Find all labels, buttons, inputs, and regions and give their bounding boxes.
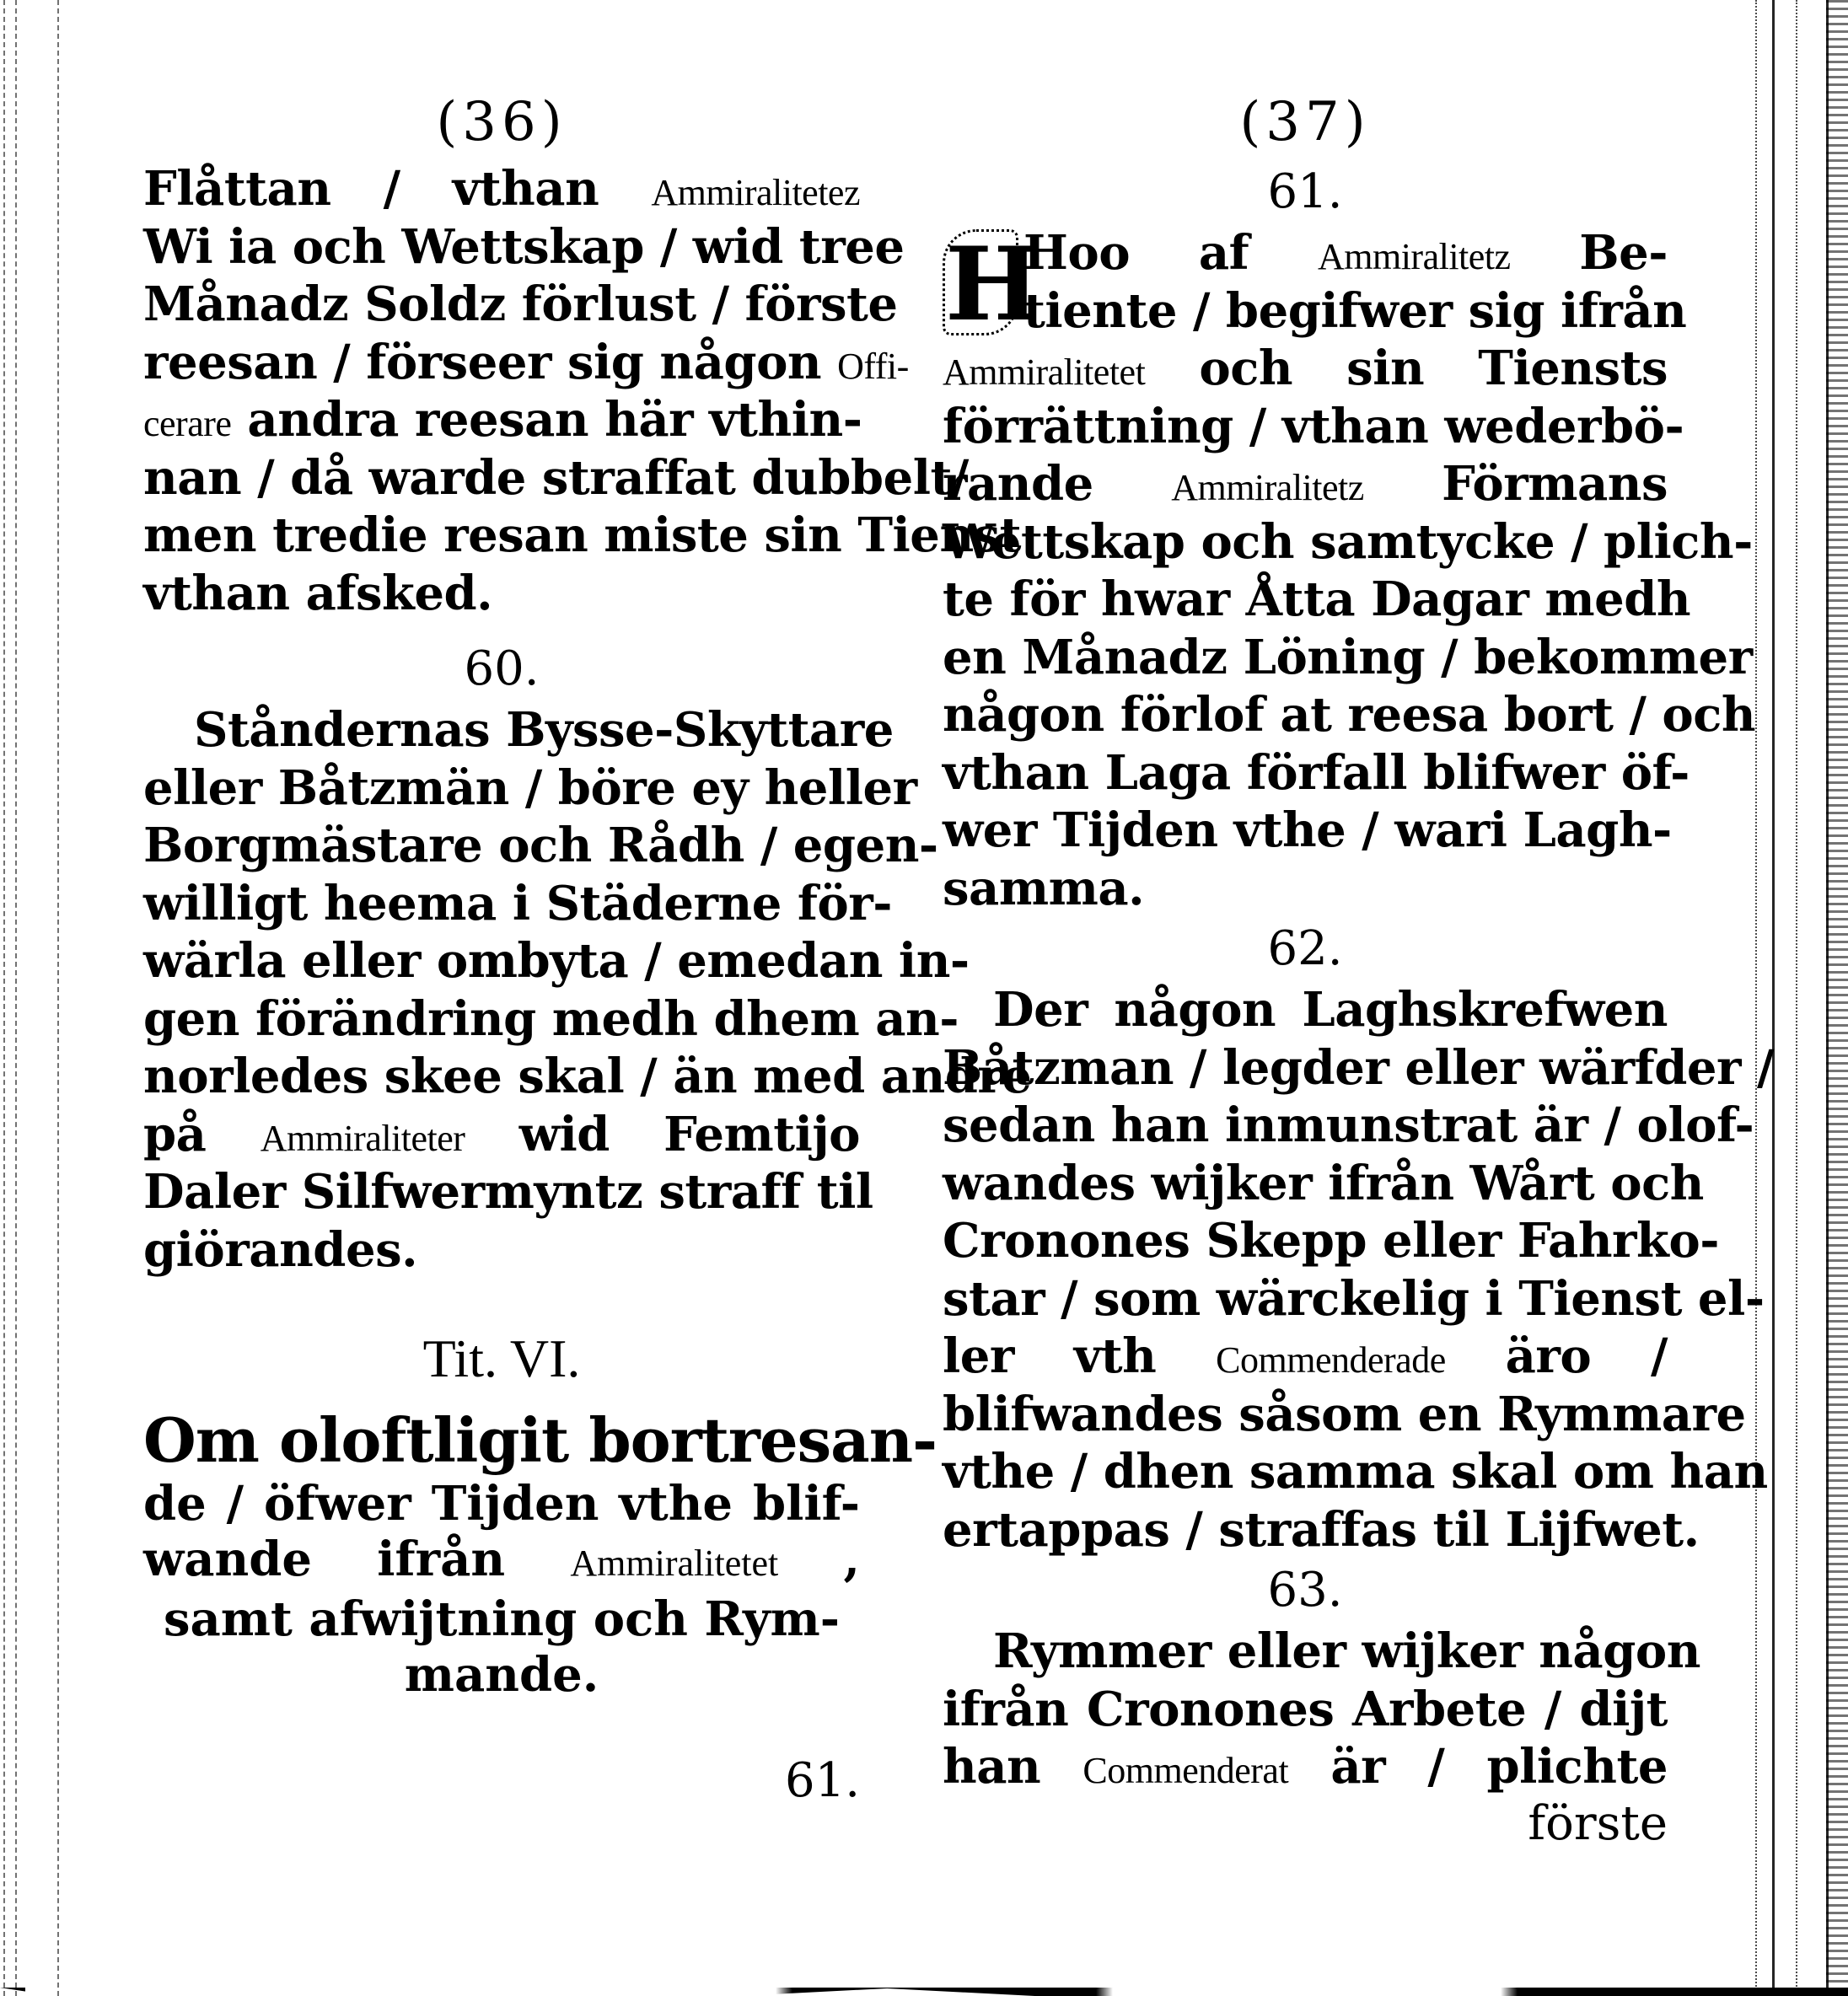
text-line: Ståndernas Bysse-Skyttare [194, 702, 894, 758]
text-line: giörandes. [143, 1221, 418, 1278]
page-edge-line [1755, 0, 1757, 1996]
section-61-paragraph [943, 224, 1756, 917]
text-line: norledes skee skal / än med andre [143, 1049, 1032, 1104]
text-line: wandes wijker ifrån Wårt och [943, 1155, 1704, 1211]
page-edge-hatching [1826, 0, 1848, 1996]
rubric-main-line: Om oloftligit bortresan- [143, 1404, 937, 1476]
rubric-line: de / öfwer Tijden vthe blif- [143, 1476, 860, 1532]
text-line: tiente / begifwer sig ifrån [1023, 282, 1687, 339]
text-line: Ammiralitetet och sin Tiensts [943, 341, 1668, 396]
rubric-line: samt afwijtning och Rym- [163, 1591, 841, 1647]
catchword: förste [1528, 1795, 1668, 1851]
text-line: någon förlof at reesa bort / och [943, 687, 1756, 743]
text-line: Båtzman / legder eller wärfder / [943, 1039, 1774, 1096]
text-line: reesan / förseer sig någon Offi- [143, 334, 909, 390]
left-page [143, 84, 1032, 1808]
section-number: 60. [464, 641, 540, 696]
text-line: Daler Silfwermyntz straff til [143, 1164, 873, 1220]
text-line: förrättning / vthan wederbö- [943, 398, 1684, 454]
text-line: han Commenderat är / plichte [943, 1739, 1668, 1795]
section-62-paragraph [943, 981, 1774, 1559]
dropcap-block [943, 224, 1687, 344]
rubric-line: wande ifrån Ammiralitetet , [143, 1532, 860, 1587]
title-heading: Tit. VI. [422, 1328, 581, 1388]
text-line: Hoo af Ammiralitetz Be- [1023, 225, 1668, 281]
text-line: te för hwar Åtta Dagar medh [943, 571, 1691, 627]
section-63-paragraph [943, 1623, 1700, 1796]
rubric-line: mande. [404, 1647, 599, 1703]
text-line: på Ammiraliteter wid Femtijo [143, 1106, 860, 1162]
section-number: 61. [1267, 164, 1343, 219]
page-edge-line [3, 0, 5, 1996]
page-edge-line [57, 0, 59, 1996]
page-curl-shadow [0, 1988, 1848, 1996]
text-line: cerare andra reesan här vthin- [143, 392, 862, 448]
text-line: vthe / dhen samma skal om han [943, 1444, 1768, 1500]
text-line: wer Tijden vthe / wari Lagh- [943, 802, 1672, 858]
text-line: ertappas / straffas til Lijfwet. [943, 1501, 1700, 1558]
page-number: (37) [1239, 91, 1371, 153]
binding-edge-left [0, 0, 59, 1996]
text-line: rande Ammiralitetz Förmans [943, 456, 1668, 512]
ornamental-dropcap-icon: H [943, 229, 1018, 335]
text-line: en Månadz Löning / bekommer [943, 629, 1753, 685]
text-line: ifrån Cronones Arbete / dijt [943, 1681, 1668, 1737]
text-line: gen förändring medh dhem an- [143, 990, 959, 1047]
right-page [943, 84, 1774, 1851]
section-number: 63. [1267, 1563, 1343, 1618]
text-line: Borgmästare och Rådh / egen- [143, 818, 938, 873]
text-line: Flåttan / vthan Ammiralitetez [143, 161, 860, 217]
text-line: ler vth Commenderade äro / [943, 1328, 1668, 1384]
text-line: Wettskap och samtycke / plich- [943, 513, 1753, 570]
page-edge-line [1796, 0, 1797, 1996]
text-line: wärla eller ombyta / emedan in- [143, 933, 970, 989]
section-number: 62. [1267, 921, 1343, 976]
text-line: star / som wärckelig i Tienst el- [943, 1270, 1765, 1327]
text-line: nan / då warde straffat dubbelt/ [143, 449, 969, 506]
text-line: men tredie resan miste sin Tienst [143, 507, 1022, 563]
text-line: vthan afsked. [143, 565, 493, 621]
text-line: sedan han inmunstrat är / olof- [943, 1097, 1754, 1153]
page-edge-line [15, 0, 17, 1996]
text-line: blifwandes såsom en Rymmare [943, 1386, 1746, 1442]
text-line: willigt heema i Städerne för- [143, 875, 893, 931]
text-line: Der någon Laghskrefwen [993, 982, 1668, 1038]
page-edge-line [1772, 0, 1775, 1996]
catchword: 61. [784, 1753, 860, 1808]
text-line: eller Båtzmän / böre ey heller [143, 759, 917, 816]
page-number: (36) [436, 91, 567, 153]
text-line: Rymmer eller wijker någon [993, 1623, 1700, 1679]
section-60-paragraph [143, 701, 1032, 1279]
text-line: Wi ia och Wettskap / wid tree [143, 218, 905, 275]
text-line: vthan Laga förfall blifwer öf- [943, 744, 1690, 801]
text-line: Cronones Skepp eller Fahrko- [943, 1213, 1719, 1269]
text-line: Månadz Soldz förlust / förste [143, 276, 898, 332]
title-rubric [143, 1404, 937, 1703]
text-line: samma. [943, 860, 1145, 916]
stacked-page-edges-right [1745, 0, 1848, 1996]
continuation-paragraph [143, 160, 1022, 622]
